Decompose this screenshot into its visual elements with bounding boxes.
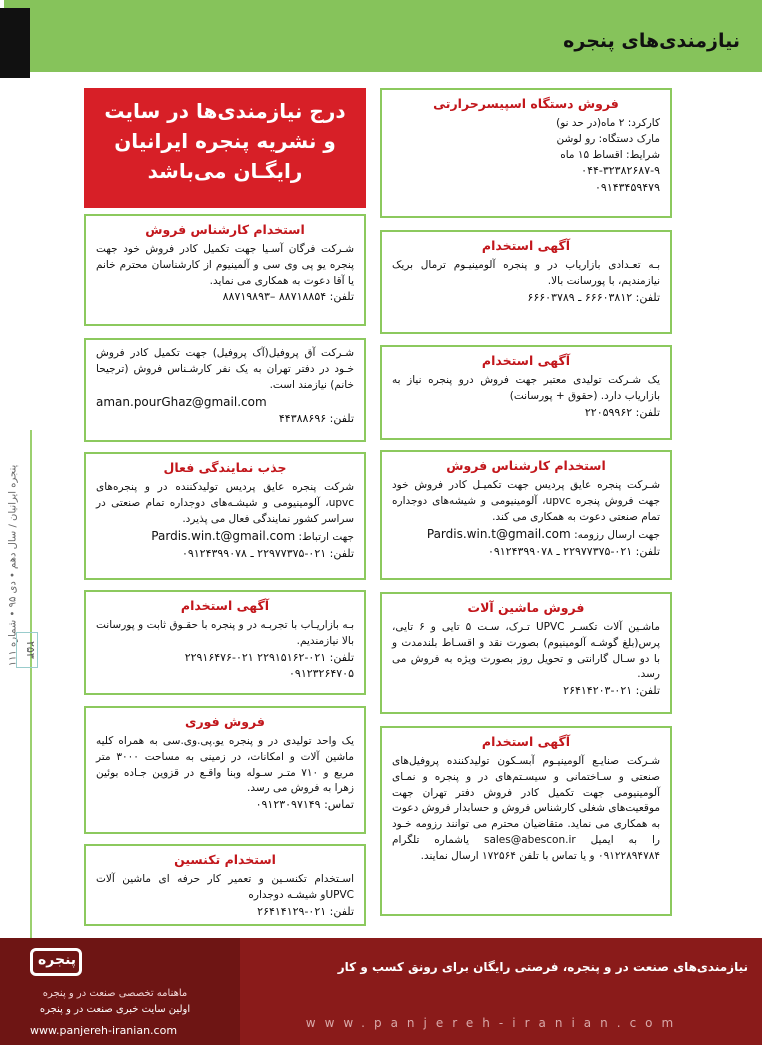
side-issue-info: پنجره ایرانیان / سال دهم • دی ۹۵ • شماره ۱۱۱ [7,464,19,667]
ad-dealership [84,452,366,580]
email-label: جهت ارتباط: [298,531,354,544]
ad-body: یک واحد تولیدی در و پنجره یو.پی.وی.سی به همراه کلیه ماشین آلات و امکانات، در زمینی به مساحت ۳۰۰۰ متر مربع و ۷۱۰ متـر سـوله وبنا واقـع در قزوین جـاده بوئین زهرا به فروش می رسد. [96,735,354,795]
email-label: جهت ارسال رزومه: [574,529,660,542]
footer [0,938,762,1045]
footer-logo-area [0,938,240,1045]
ad-sales-expert-pardis [380,450,672,580]
ad-body: اسـتخدام تکنسـین و تعمیر کار حرفه ای ماشین آلات UPVCو شیشـه دوجداره [96,873,354,901]
free-listing-banner [84,88,366,208]
ad-line: شرایط: اقساط ۱۵ ماه [560,148,660,161]
ad-technician [84,844,366,926]
ad-title: استخدام کارشناس فروش [446,458,606,473]
side-divider [30,430,32,940]
ad-line: مارک دستگاه: رو لوشن [556,132,660,145]
ad-title: آگهی استخدام [481,238,571,253]
ad-hiring-sales [380,345,672,440]
ad-email-row [392,525,660,544]
ad-machinery-sale [380,592,672,714]
ad-title: جذب نمایندگی فعال [163,460,287,475]
ad-phone: تلفن: ۰۲۱-۲۲۹۷۷۳۷۵ ـ ۰۹۱۲۴۳۹۹۰۷۸ [487,545,660,558]
ad-body: شرکت پنجره عایق پردیس تولیدکننده در و پنجره‌های upvc، آلومینیومی و شیشـه‌های دوجداره تمام صنعتی در سراسر کشور نمایندگی فعال می پذیرد. [96,481,354,525]
ad-hiring-marketer [380,230,672,334]
ad-phone: تلفن: ۶۶۶۰۳۸۱۲ ـ ۶۶۶۰۳۷۸۹ [527,290,660,304]
ad-phone: تلفن: ۸۸۷۱۸۸۵۴ –۸۸۷۱۹۸۹۳ [222,290,354,304]
footer-url[interactable]: www.panjereh-iranian.com [305,1016,683,1030]
ad-hiring-experienced [84,590,366,695]
ad-title: آگهی استخدام [481,353,571,368]
email-link[interactable]: aman.pourGhaz@gmail.com [96,395,267,410]
footer-subtitle: ماهنامه تخصصی صنعت در و پنجره [42,988,188,999]
ad-title: فروش ماشین آلات [467,600,585,615]
ad-phone: ۰۴۴-۳۲۳۸۲۶۸۷-۹ [581,164,660,178]
banner-line-2: و نشریه پنجره ایرانیان [114,129,336,153]
page-title: نیازمندی‌های پنجره [563,30,740,52]
ad-title: فروش فوری [184,714,265,729]
email-link[interactable]: Pardis.win.t@gmail.com [426,527,571,542]
ad-hiring-abescon [380,726,672,916]
ad-body: بـه تعـدادی بازاریاب در و پنجره آلومینیـوم ترمال بریک نیازمندیم، با پورسانت بالا. [392,259,660,287]
header-bar [0,0,762,78]
page-number: ۲۵۳ [16,632,38,668]
ad-title: آگهی استخدام [180,598,270,613]
ad-aq-profile [84,338,366,442]
ad-body: ماشـین آلات تکسـر UPVC تـرک، سـت ۵ تایی و ۶ تایی، پرس(بلغ گوشـه آلومینیوم) بصورت نقد و اقسـاط بلندمدت و با دو سـال گارانتی و تحویل روز بصورت ویژه به فروش می رسد. [392,621,661,681]
ad-phone: تلفن: ۰۲۱-۲۶۴۱۴۱۲۹ [257,904,354,918]
ad-phone: تلفن: ۴۴۳۸۸۶۹۶ [278,412,354,426]
ad-body: یک شـرکت تولیدی معتبر جهت فروش درو پنجره نیاز به بازاریاب دارد. (حقوق + پورسانت) [392,374,660,402]
logo-text: پنجره [38,952,77,968]
ad-title: آگهی استخدام [481,734,571,749]
ad-body: شـرکت فرگان آسـیا جهت تکمیل کادر فروش خود جهت پنجره یو پی وی سی و آلمینیوم از کارشناسان محترم خانم یا آقا دعوت به همکاری می نماید. [96,243,354,287]
footer-tagline: نیازمندی‌های صنعت در و پنجره، فرصتی رایگان برای رونق کسب و کار [337,960,748,974]
ad-body: شـرکت پنجره عایق پردیس جهت تکمیـل کادر فروش خود جهت فروش پنجره upvc، آلومینیومی و شیشه‌های دوجداره تمام صنعتی دعوت به همکاری می کند. [392,479,660,523]
ad-body: بـه بازاریـاب با تجربـه در و پنجره با حقـوق ثابت و پورسانت بالا نیازمندیم. [96,619,354,647]
ad-phone: تماس: ۰۹۱۲۳۰۹۷۱۴۹ [255,798,354,811]
email-link[interactable]: Pardis.win.t@gmail.com [151,529,296,544]
footer-site-link[interactable]: www.panjereh-iranian.com [30,1024,178,1037]
ad-spacer-machine [380,88,672,218]
ad-phone: ۰۹۱۴۳۴۵۹۴۷۹ [595,180,660,194]
ad-body: شـرکت آق پروفیل(آک پروفیل) جهت تکمیل کادر فروش خـود در دفتر تهران به یک نفر کارشـناس فروش (ترجیحا خانم) نیازمند است. [96,347,354,391]
ad-urgent-sale [84,706,366,834]
ad-line: کارکرد: ۲ ماه(در حد نو) [556,117,660,129]
ad-phone: تلفن: ۰۲۱-۲۲۹۱۵۱۶۲ ۰۲۱-۲۲۹۱۶۴۷۶ [184,650,354,664]
ad-body: شـرکت صنایـع آلومینیـوم آبسـکون تولیدکننده پروفیل‌های صنعتی و سـاختمانی و سیسـتم‌های در و پنجره و نمـای آلومینیومی جهت تکمیل کادر فروش دفتر تهران جهت موقعیت‌های شغلی کارشناس فروش و حسابدار فروش دعوت به همکاری می نماید. متقاضیان محترم می توانند رزومه خـود را به ایمیل sales@abescon.ir یاشماره تلگرام ۰۹۱۲۲۸۹۴۷۸۴ و یا تماس با تلفن ۱۷۲۵۶۴ ارسال نمایند. [392,755,660,862]
ad-phone: تلفن: ۲۲۰۵۹۹۶۲ [584,405,660,419]
ad-phone: تلفن: ۰۲۱-۲۲۹۷۷۳۷۵ ـ ۰۹۱۲۴۳۹۹۰۷۸ [181,547,354,560]
ad-phone: تلفن: ۰۲۱-۲۶۴۱۴۲۰۳ [563,684,660,697]
ad-email-row [96,527,354,546]
ad-title: استخدام کارشناس فروش [145,222,305,237]
ad-phone: ۰۹۱۲۳۲۶۴۷۰۵ [289,667,354,680]
banner-line-3: رایگـان می‌باشد [147,159,303,183]
ad-fargan-sales [84,214,366,326]
ad-title: فروش دستگاه اسپیسرحرارتی [433,96,619,111]
footer-subtitle-2: اولین سایت خبری صنعت در و پنجره [39,1004,191,1015]
banner-line-1: درج نیازمندی‌ها در سایت [104,99,346,123]
ad-title: استخدام تکنسین [174,852,276,867]
